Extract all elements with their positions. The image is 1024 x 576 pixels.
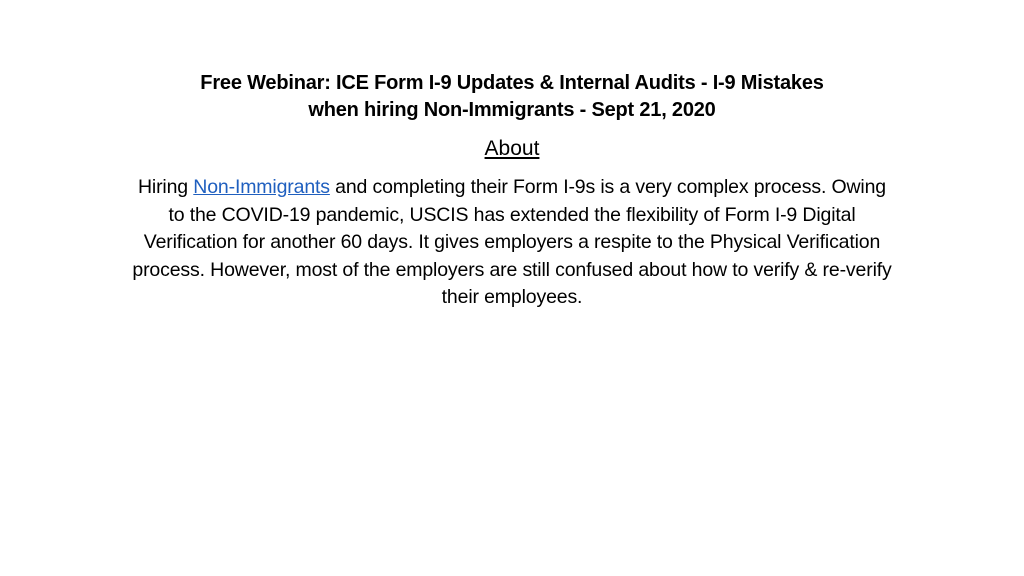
description-lead: Hiring	[137, 176, 194, 198]
description-paragraph	[128, 174, 896, 312]
non-immigrants-link[interactable]: Non-Immigrants	[193, 176, 330, 198]
about-heading: About	[484, 137, 540, 160]
title-line-2: when hiring Non-Immigrants - Sept 21, 2020	[308, 99, 716, 121]
description-rest: and completing their Form I-9s is a very complex process. Owing to the COVID-19 pandemic, USCIS has extended the flexibility of Form I-9 Digital Verification for another 60 days. It gives employers a respite to the Physical Verification process. However, most of the employers are still confused about how to verify & re-verify their employees.	[132, 176, 892, 308]
title-line-1: Free Webinar: ICE Form I-9 Updates & Internal Audits - I-9 Mistakes	[200, 72, 824, 94]
page-title	[120, 70, 904, 124]
